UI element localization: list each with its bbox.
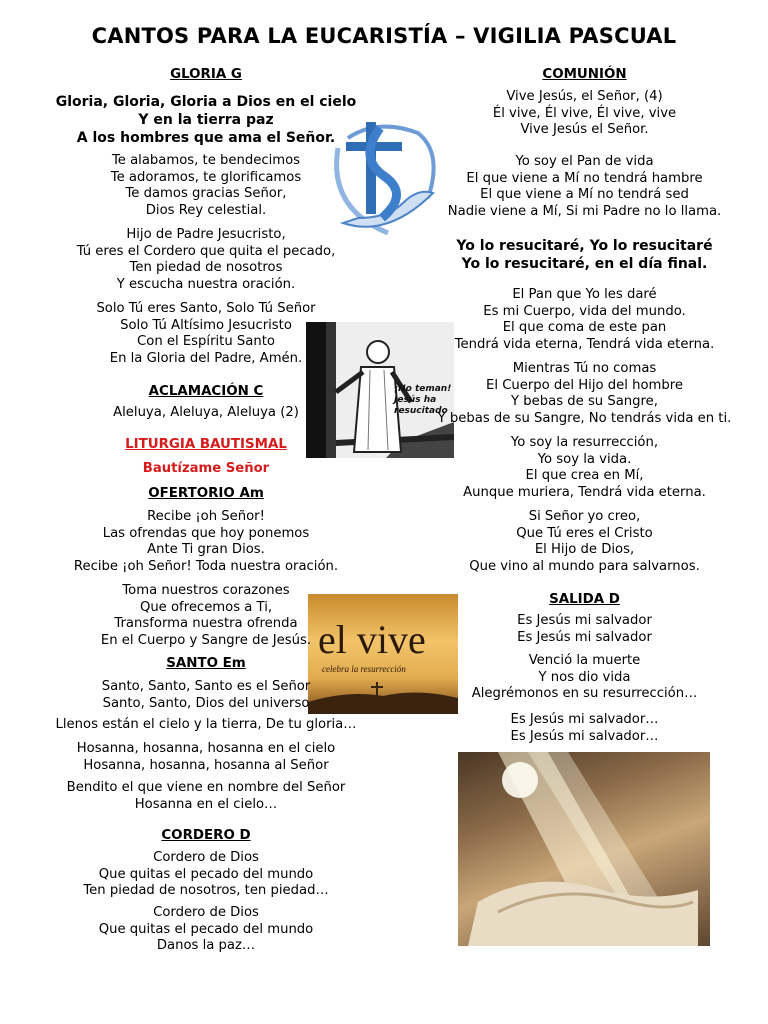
salida-verse-3: Es Jesús mi salvador… Es Jesús mi salvador…	[510, 712, 659, 744]
santo-verse-3: Hosanna, hosanna, hosanna en el cielo Hosanna, hosanna, hosanna al Señor	[76, 741, 336, 773]
comunion-refrain: Yo lo resucitaré, Yo lo resucitaré Yo lo resucitaré, en el día final.	[456, 238, 713, 272]
aclamacion-line: Aleluya, Aleluya, Aleluya (2)	[113, 405, 299, 420]
jesus-caption: ¡No teman! Jesús ha resucitado	[394, 384, 452, 416]
ofertorio-verse-2: Toma nuestros corazones Que ofrecemos a Ti, Transforma nuestra ofrenda En el Cuerpo y Sangre de Jesús.	[100, 583, 312, 649]
empty-tomb-image	[458, 752, 710, 946]
ofertorio-verse-1: Recibe ¡oh Señor! Las ofrendas que hoy ponemos Ante Ti gran Dios. Recibe ¡oh Señor! Toda nuestra oración.	[73, 509, 339, 575]
gloria-refrain: Gloria, Gloria, Gloria a Dios en el cielo Y en la tierra paz A los hombres que ama el Señor.	[55, 94, 357, 146]
santo-heading: SANTO Em	[166, 656, 246, 671]
ofertorio-heading: OFERTORIO Am	[148, 486, 264, 501]
comunion-verse-2: Yo soy el Pan de vida El que viene a Mí no tendrá hambre El que viene a Mí no tendrá sed Nadie viene a Mí, Si mi Padre no lo llama.	[447, 154, 722, 220]
el-vive-subtitle: celebra la resurrección	[322, 664, 406, 674]
gloria-verse-2: Hijo de Padre Jesucristo, Tú eres el Cordero que quita el pecado, Ten piedad de nosotros Y escucha nuestra oración.	[76, 227, 336, 293]
comunion-verse-4: Mientras Tú no comas El Cuerpo del Hijo del hombre Y bebas de su Sangre, Y bebas de su Sangre, No tendrás vida en ti.	[437, 361, 732, 427]
santo-verse-2: Llenos están el cielo y la tierra, De tu gloria…	[55, 717, 357, 732]
salida-heading: SALIDA D	[549, 592, 620, 607]
page-title: CANTOS PARA LA EUCARISTÍA – VIGILIA PASCUAL	[91, 24, 677, 48]
aclamacion-heading: ACLAMACIÓN C	[148, 384, 264, 399]
gloria-verse-3: Solo Tú eres Santo, Solo Tú Señor Solo Tú Altísimo Jesucristo Con el Espíritu Santo En la Gloria del Padre, Amén.	[96, 301, 316, 367]
liturgia-heading: LITURGIA BAUTISMAL	[125, 437, 287, 452]
cordero-verse-2: Cordero de Dios Que quitas el pecado del mundo Danos la paz…	[98, 905, 314, 954]
cordero-verse-1: Cordero de Dios Que quitas el pecado del mundo Ten piedad de nosotros, ten piedad…	[83, 850, 329, 899]
comunion-heading: COMUNIÓN	[542, 67, 627, 82]
santo-verse-1: Santo, Santo, Santo es el Señor Santo, Santo, Dios del universo	[101, 679, 311, 711]
gloria-heading: GLORIA G	[170, 67, 242, 82]
liturgia-song: Bautízame Señor	[142, 461, 270, 476]
comunion-verse-6: Si Señor yo creo, Que Tú eres el Cristo El Hijo de Dios, Que vino al mundo para salvarnos.	[469, 509, 700, 575]
comunion-verse-5: Yo soy la resurrección, Yo soy la vida. El que crea en Mí, Aunque muriera, Tendrá vida eterna.	[463, 435, 706, 501]
cordero-heading: CORDERO D	[161, 828, 251, 843]
comunion-verse-1: Vive Jesús, el Señor, (4) Él vive, Él vive, Él vive, vive Vive Jesús el Señor.	[492, 89, 677, 138]
gloria-verse-1: Te alabamos, te bendecimos Te adoramos, te glorificamos Te damos gracias Señor, Dios Rey celestial.	[110, 153, 302, 219]
salida-verse-2: Venció la muerte Y nos dio vida Alegrémonos en su resurrección…	[471, 653, 698, 702]
comunion-verse-3: El Pan que Yo les daré Es mi Cuerpo, vida del mundo. El que coma de este pan Tendrá vida eterna, Tendrá vida eterna.	[454, 287, 715, 353]
el-vive-title: el vive	[318, 617, 426, 662]
salida-verse-1: Es Jesús mi salvador Es Jesús mi salvador	[517, 613, 652, 645]
santo-verse-4: Bendito el que viene en nombre del Señor Hosanna en el cielo…	[66, 780, 346, 812]
